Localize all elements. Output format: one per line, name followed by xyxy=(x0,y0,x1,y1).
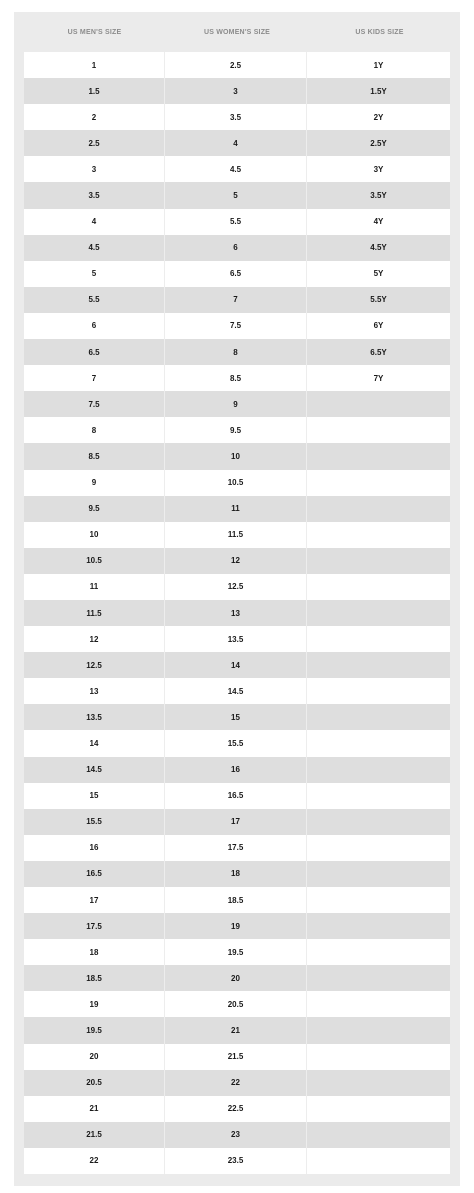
womens-size-cell: 5 xyxy=(165,182,307,208)
table-row xyxy=(24,939,450,965)
table-row xyxy=(24,130,450,156)
mens-size-cell: 8 xyxy=(24,417,165,443)
mens-size-cell: 11 xyxy=(24,574,165,600)
table-row xyxy=(24,182,450,208)
womens-size-cell: 4 xyxy=(165,130,307,156)
kids-size-cell xyxy=(307,1148,450,1174)
womens-size-cell: 14.5 xyxy=(165,678,307,704)
mens-size-cell: 18.5 xyxy=(24,965,165,991)
kids-size-cell xyxy=(307,913,450,939)
table-row xyxy=(24,1017,450,1043)
mens-size-cell: 1.5 xyxy=(24,78,165,104)
table-row xyxy=(24,52,450,78)
womens-size-cell: 21.5 xyxy=(165,1044,307,1070)
header-us-womens-size: US WOMEN'S SIZE xyxy=(203,28,271,36)
kids-size-cell xyxy=(307,652,450,678)
kids-size-cell xyxy=(307,991,450,1017)
mens-size-cell: 3.5 xyxy=(24,182,165,208)
womens-size-cell: 20.5 xyxy=(165,991,307,1017)
header-us-mens-size: US MEN'S SIZE xyxy=(67,28,122,36)
table-row xyxy=(24,313,450,339)
womens-size-cell: 9.5 xyxy=(165,417,307,443)
womens-size-cell: 19.5 xyxy=(165,939,307,965)
mens-size-cell: 22 xyxy=(24,1148,165,1174)
mens-size-cell: 15 xyxy=(24,783,165,809)
kids-size-cell xyxy=(307,704,450,730)
womens-size-cell: 11.5 xyxy=(165,522,307,548)
table-row xyxy=(24,835,450,861)
womens-size-cell: 10.5 xyxy=(165,470,307,496)
womens-size-cell: 18 xyxy=(165,861,307,887)
kids-size-cell xyxy=(307,835,450,861)
table-row xyxy=(24,809,450,835)
kids-size-cell xyxy=(307,1017,450,1043)
kids-size-cell xyxy=(307,417,450,443)
table-row xyxy=(24,443,450,469)
table-row xyxy=(24,887,450,913)
womens-size-cell: 13 xyxy=(165,600,307,626)
table-row xyxy=(24,704,450,730)
table-row xyxy=(24,1148,450,1174)
kids-size-cell xyxy=(307,600,450,626)
kids-size-cell xyxy=(307,443,450,469)
mens-size-cell: 17 xyxy=(24,887,165,913)
table-row xyxy=(24,913,450,939)
womens-size-cell: 12.5 xyxy=(165,574,307,600)
mens-size-cell: 6.5 xyxy=(24,339,165,365)
womens-size-cell: 3 xyxy=(165,78,307,104)
kids-size-cell xyxy=(307,965,450,991)
womens-size-cell: 15 xyxy=(165,704,307,730)
kids-size-cell: 3.5Y xyxy=(370,191,387,201)
kids-size-cell: 4.5Y xyxy=(370,243,387,253)
womens-size-cell: 17 xyxy=(165,809,307,835)
table-row xyxy=(24,496,450,522)
kids-size-cell xyxy=(307,1070,450,1096)
kids-size-cell: 4Y xyxy=(373,217,384,227)
kids-size-cell: 2Y xyxy=(373,112,384,122)
kids-size-cell xyxy=(307,391,450,417)
mens-size-cell: 16 xyxy=(24,835,165,861)
womens-size-cell: 14 xyxy=(165,652,307,678)
table-row xyxy=(24,104,450,130)
kids-size-cell: 7Y xyxy=(373,373,384,383)
table-row xyxy=(24,470,450,496)
mens-size-cell: 13.5 xyxy=(24,704,165,730)
womens-size-cell: 20 xyxy=(165,965,307,991)
mens-size-cell: 15.5 xyxy=(24,809,165,835)
kids-size-cell xyxy=(307,470,450,496)
table-row xyxy=(24,600,450,626)
womens-size-cell: 23.5 xyxy=(165,1148,307,1174)
table-row xyxy=(24,1044,450,1070)
table-row xyxy=(24,391,450,417)
kids-size-cell xyxy=(307,574,450,600)
womens-size-cell: 11 xyxy=(165,496,307,522)
kids-size-cell xyxy=(307,939,450,965)
womens-size-cell: 3.5 xyxy=(165,104,307,130)
womens-size-cell: 13.5 xyxy=(165,626,307,652)
size-chart-header xyxy=(14,12,460,52)
kids-size-cell xyxy=(307,522,450,548)
kids-size-cell xyxy=(307,1122,450,1148)
womens-size-cell: 16.5 xyxy=(165,783,307,809)
mens-size-cell: 12 xyxy=(24,626,165,652)
kids-size-cell: 6Y xyxy=(373,321,384,331)
mens-size-cell: 2 xyxy=(24,104,165,130)
womens-size-cell: 2.5 xyxy=(165,52,307,78)
table-row xyxy=(24,730,450,756)
table-row xyxy=(24,783,450,809)
mens-size-cell: 14.5 xyxy=(24,757,165,783)
mens-size-cell: 13 xyxy=(24,678,165,704)
mens-size-cell: 20.5 xyxy=(24,1070,165,1096)
womens-size-cell: 12 xyxy=(165,548,307,574)
kids-size-cell xyxy=(307,730,450,756)
womens-size-cell: 5.5 xyxy=(165,209,307,235)
kids-size-cell: 5Y xyxy=(373,269,384,279)
womens-size-cell: 17.5 xyxy=(165,835,307,861)
table-row xyxy=(24,548,450,574)
womens-size-cell: 22.5 xyxy=(165,1096,307,1122)
womens-size-cell: 16 xyxy=(165,757,307,783)
mens-size-cell: 14 xyxy=(24,730,165,756)
table-row xyxy=(24,209,450,235)
mens-size-cell: 16.5 xyxy=(24,861,165,887)
womens-size-cell: 23 xyxy=(165,1122,307,1148)
mens-size-cell: 12.5 xyxy=(24,652,165,678)
table-row xyxy=(24,287,450,313)
mens-size-cell: 19 xyxy=(24,991,165,1017)
mens-size-cell: 10.5 xyxy=(24,548,165,574)
table-row xyxy=(24,652,450,678)
mens-size-cell: 2.5 xyxy=(24,130,165,156)
womens-size-cell: 10 xyxy=(165,443,307,469)
size-chart-body xyxy=(24,52,450,1174)
mens-size-cell: 18 xyxy=(24,939,165,965)
kids-size-cell xyxy=(307,809,450,835)
table-row xyxy=(24,574,450,600)
table-row xyxy=(24,522,450,548)
womens-size-cell: 6.5 xyxy=(165,261,307,287)
womens-size-cell: 15.5 xyxy=(165,730,307,756)
table-row xyxy=(24,1122,450,1148)
womens-size-cell: 7 xyxy=(165,287,307,313)
womens-size-cell: 18.5 xyxy=(165,887,307,913)
mens-size-cell: 20 xyxy=(24,1044,165,1070)
mens-size-cell: 21 xyxy=(24,1096,165,1122)
kids-size-cell: 1.5Y xyxy=(370,86,387,96)
mens-size-cell: 10 xyxy=(24,522,165,548)
womens-size-cell: 21 xyxy=(165,1017,307,1043)
mens-size-cell: 21.5 xyxy=(24,1122,165,1148)
womens-size-cell: 7.5 xyxy=(165,313,307,339)
table-row xyxy=(24,1096,450,1122)
table-row xyxy=(24,626,450,652)
mens-size-cell: 1 xyxy=(24,52,165,78)
table-row xyxy=(24,235,450,261)
womens-size-cell: 8 xyxy=(165,339,307,365)
kids-size-cell: 2.5Y xyxy=(370,138,387,148)
table-row xyxy=(24,861,450,887)
kids-size-cell xyxy=(307,1044,450,1070)
womens-size-cell: 22 xyxy=(165,1070,307,1096)
table-row xyxy=(24,261,450,287)
womens-size-cell: 6 xyxy=(165,235,307,261)
kids-size-cell xyxy=(307,626,450,652)
mens-size-cell: 3 xyxy=(24,156,165,182)
table-row xyxy=(24,156,450,182)
womens-size-cell: 19 xyxy=(165,913,307,939)
kids-size-cell xyxy=(307,678,450,704)
kids-size-cell xyxy=(307,1096,450,1122)
mens-size-cell: 17.5 xyxy=(24,913,165,939)
womens-size-cell: 4.5 xyxy=(165,156,307,182)
size-chart xyxy=(14,12,460,1186)
kids-size-cell xyxy=(307,496,450,522)
mens-size-cell: 4 xyxy=(24,209,165,235)
kids-size-cell xyxy=(307,861,450,887)
mens-size-cell: 6 xyxy=(24,313,165,339)
table-row xyxy=(24,365,450,391)
table-row xyxy=(24,965,450,991)
mens-size-cell: 8.5 xyxy=(24,443,165,469)
kids-size-cell: 3Y xyxy=(373,164,384,174)
mens-size-cell: 9.5 xyxy=(24,496,165,522)
kids-size-cell: 6.5Y xyxy=(370,347,387,357)
womens-size-cell: 9 xyxy=(165,391,307,417)
kids-size-cell xyxy=(307,548,450,574)
mens-size-cell: 11.5 xyxy=(24,600,165,626)
mens-size-cell: 19.5 xyxy=(24,1017,165,1043)
table-row xyxy=(24,78,450,104)
kids-size-cell: 1Y xyxy=(373,60,384,70)
kids-size-cell xyxy=(307,757,450,783)
kids-size-cell: 5.5Y xyxy=(370,295,387,305)
womens-size-cell: 8.5 xyxy=(165,365,307,391)
header-us-kids-size: US KIDS SIZE xyxy=(355,28,404,36)
mens-size-cell: 5.5 xyxy=(24,287,165,313)
table-row xyxy=(24,991,450,1017)
table-row xyxy=(24,1070,450,1096)
table-row xyxy=(24,417,450,443)
table-row xyxy=(24,757,450,783)
mens-size-cell: 7 xyxy=(24,365,165,391)
kids-size-cell xyxy=(307,887,450,913)
table-row xyxy=(24,678,450,704)
mens-size-cell: 7.5 xyxy=(24,391,165,417)
table-row xyxy=(24,339,450,365)
mens-size-cell: 9 xyxy=(24,470,165,496)
mens-size-cell: 4.5 xyxy=(24,235,165,261)
mens-size-cell: 5 xyxy=(24,261,165,287)
kids-size-cell xyxy=(307,783,450,809)
